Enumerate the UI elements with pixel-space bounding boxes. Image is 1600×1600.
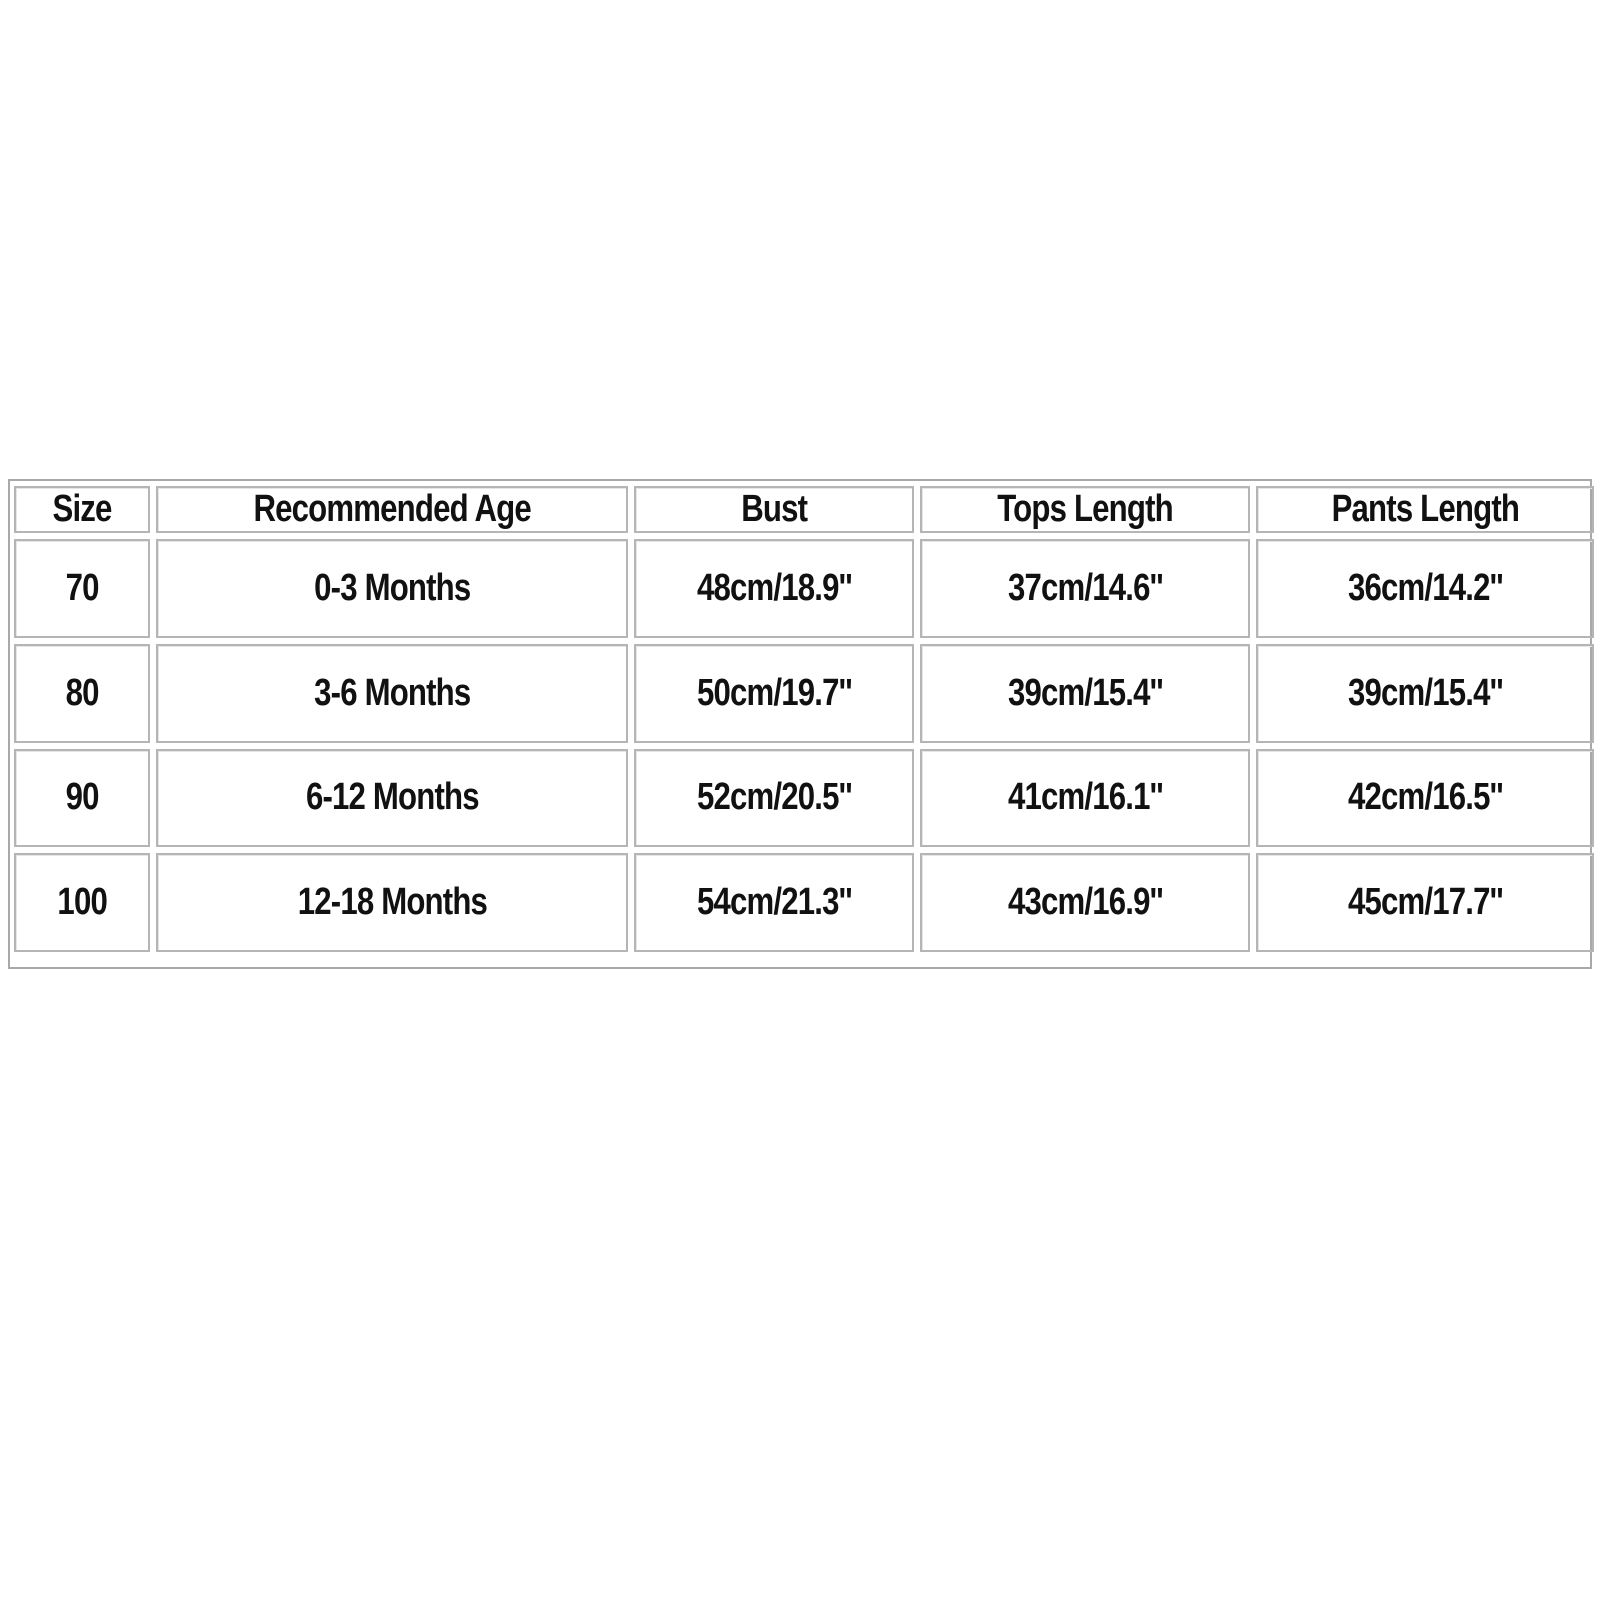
cell-bust: 54cm/21.3'' [634, 853, 914, 952]
size-chart-table [8, 480, 1600, 958]
header-tops-length: Tops Length [920, 486, 1250, 533]
cell-size: 70 [14, 539, 150, 638]
cell-recommended-age: 6-12 Months [156, 749, 628, 848]
table-row [14, 749, 1594, 848]
cell-pants-length: 45cm/17.7'' [1256, 853, 1594, 952]
size-chart-frame [8, 479, 1592, 969]
cell-size: 80 [14, 644, 150, 743]
cell-bust: 52cm/20.5'' [634, 749, 914, 848]
cell-tops-length: 43cm/16.9'' [920, 853, 1250, 952]
cell-tops-length: 41cm/16.1'' [920, 749, 1250, 848]
cell-bust: 48cm/18.9'' [634, 539, 914, 638]
cell-pants-length: 39cm/15.4'' [1256, 644, 1594, 743]
cell-pants-length: 42cm/16.5'' [1256, 749, 1594, 848]
cell-pants-length: 36cm/14.2'' [1256, 539, 1594, 638]
table-row [14, 853, 1594, 952]
cell-tops-length: 39cm/15.4'' [920, 644, 1250, 743]
cell-tops-length: 37cm/14.6'' [920, 539, 1250, 638]
header-recommended-age: Recommended Age [156, 486, 628, 533]
header-size: Size [14, 486, 150, 533]
header-bust: Bust [634, 486, 914, 533]
cell-recommended-age: 12-18 Months [156, 853, 628, 952]
table-header-row [14, 486, 1594, 533]
cell-recommended-age: 3-6 Months [156, 644, 628, 743]
cell-recommended-age: 0-3 Months [156, 539, 628, 638]
header-pants-length: Pants Length [1256, 486, 1594, 533]
cell-size: 100 [14, 853, 150, 952]
table-row [14, 539, 1594, 638]
table-row [14, 644, 1594, 743]
cell-size: 90 [14, 749, 150, 848]
cell-bust: 50cm/19.7'' [634, 644, 914, 743]
